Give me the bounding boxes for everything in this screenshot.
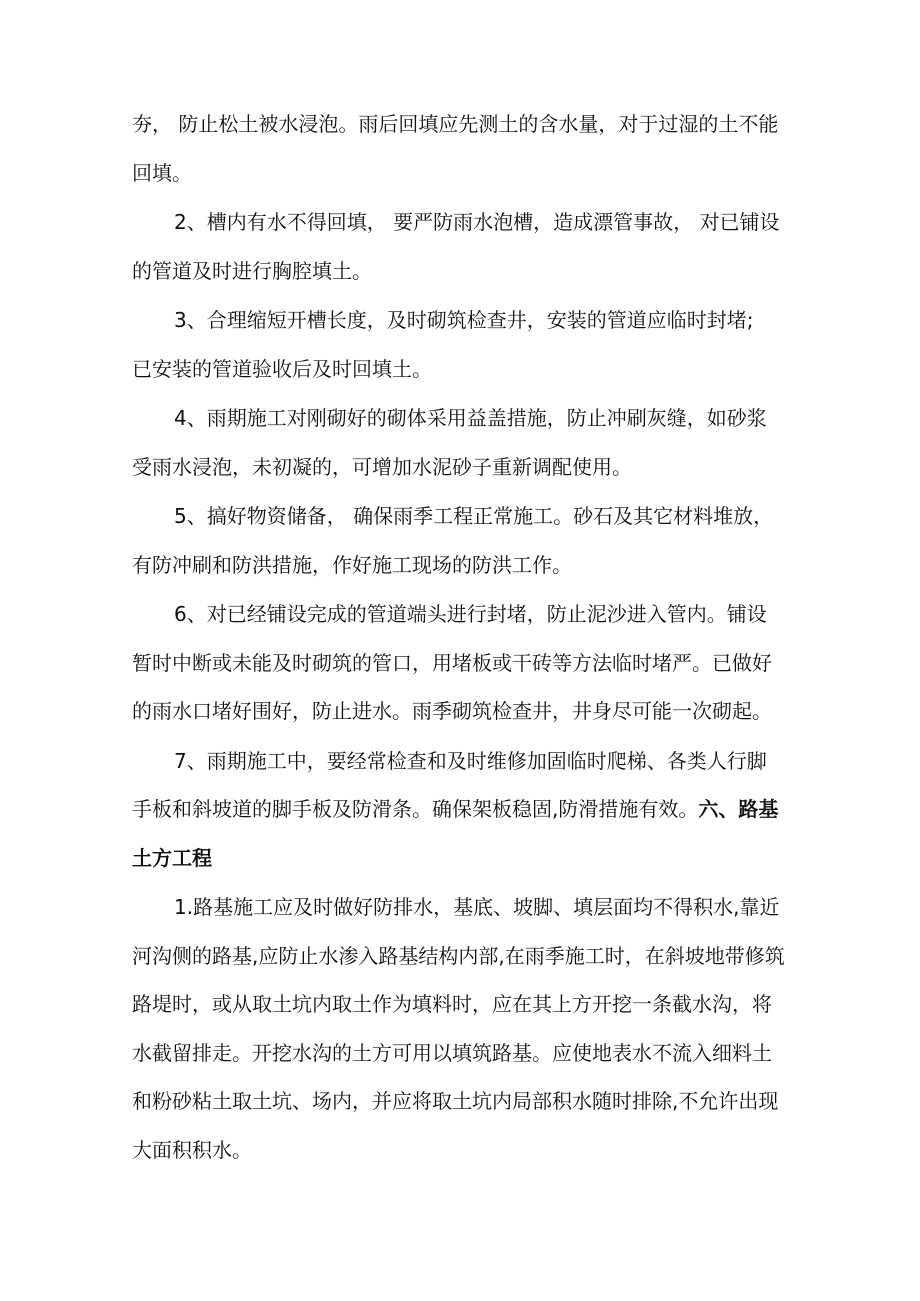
text-line [132, 785, 792, 834]
paragraph-continuation [132, 100, 792, 197]
paragraph-item-5 [132, 492, 792, 589]
text-line: 河沟侧的路基,应防止水渗入路基结构内部,在雨季施工时，在斜坡地带修筑 [132, 943, 785, 968]
paragraph-item-3 [132, 296, 792, 393]
paragraph-item-2 [132, 198, 792, 295]
text-line: 路堤时，或从取土坑内取土作为填料时，应在其上方开挖一条截水沟，将 [132, 992, 772, 1016]
text-line: 受雨水浸泡，未初凝的，可增加水泥砂子重新调配使用。 [132, 454, 632, 479]
text-line: 2、槽内有水不得回填， 要严防雨水泡槽，造成漂管事故， 对已铺设 [174, 210, 780, 234]
text-line: 夯， 防止松土被水浸泡。雨后回填应先测土的含水量，对于过湿的土不能 [132, 112, 779, 136]
text-line: 7、雨期施工中，要经常检查和及时维修加固临时爬梯、各类人行脚 [174, 748, 767, 773]
paragraph-item-4 [132, 394, 792, 491]
section-heading-end: 土方工程 [132, 845, 212, 870]
text-line: 的管道及时进行胸腔填土。 [132, 258, 372, 283]
text-line: 4、雨期施工对刚砌好的砌体采用益盖措施，防止冲刷灰缝，如砂浆 [174, 406, 767, 430]
paragraph-item-7 [132, 737, 792, 883]
text-run: 手板和斜坡道的脚手板及防滑条。确保架板稳固,防滑措施有效。 [132, 797, 699, 821]
text-line: 的雨水口堵好围好，防止进水。雨季砌筑检查井，井身尽可能一次砌起。 [132, 699, 772, 723]
text-line: 5、搞好物资储备， 确保雨季工程正常施工。砂石及其它材料堆放， [174, 504, 774, 528]
paragraph-subsection-1 [132, 883, 792, 1174]
text-line: 回填。 [132, 160, 192, 185]
text-line: 水截留排走。开挖水沟的土方可用以填筑路基。应使地表水不流入细料土 [132, 1040, 772, 1065]
text-line: 有防冲刷和防洪措施，作好施工现场的防洪工作。 [132, 552, 572, 577]
text-line: 暂时中断或未能及时砌筑的管口，用堵板或干砖等方法临时堵严。已做好 [132, 650, 772, 675]
text-line: 3、合理缩短开槽长度，及时砌筑检查井，安装的管道应临时封堵; [174, 308, 754, 332]
text-line: 已安装的管道验收后及时回填土。 [132, 356, 432, 381]
section-heading-start: 六、路基 [698, 797, 779, 821]
text-line: 大面积积水。 [132, 1137, 252, 1162]
paragraph-item-6 [132, 590, 792, 736]
document-page [132, 100, 792, 1175]
text-line: 和粉砂粘土取土坑、场内，并应将取土坑内局部积水随时排除,不允许出现 [132, 1089, 779, 1113]
text-line: 1.路基施工应及时做好防排水，基底、坡脚、填层面均不得积水,靠近 [174, 895, 780, 919]
text-line: 6、对已经铺设完成的管道端头进行封堵，防止泥沙进入管内。铺设 [174, 602, 767, 626]
